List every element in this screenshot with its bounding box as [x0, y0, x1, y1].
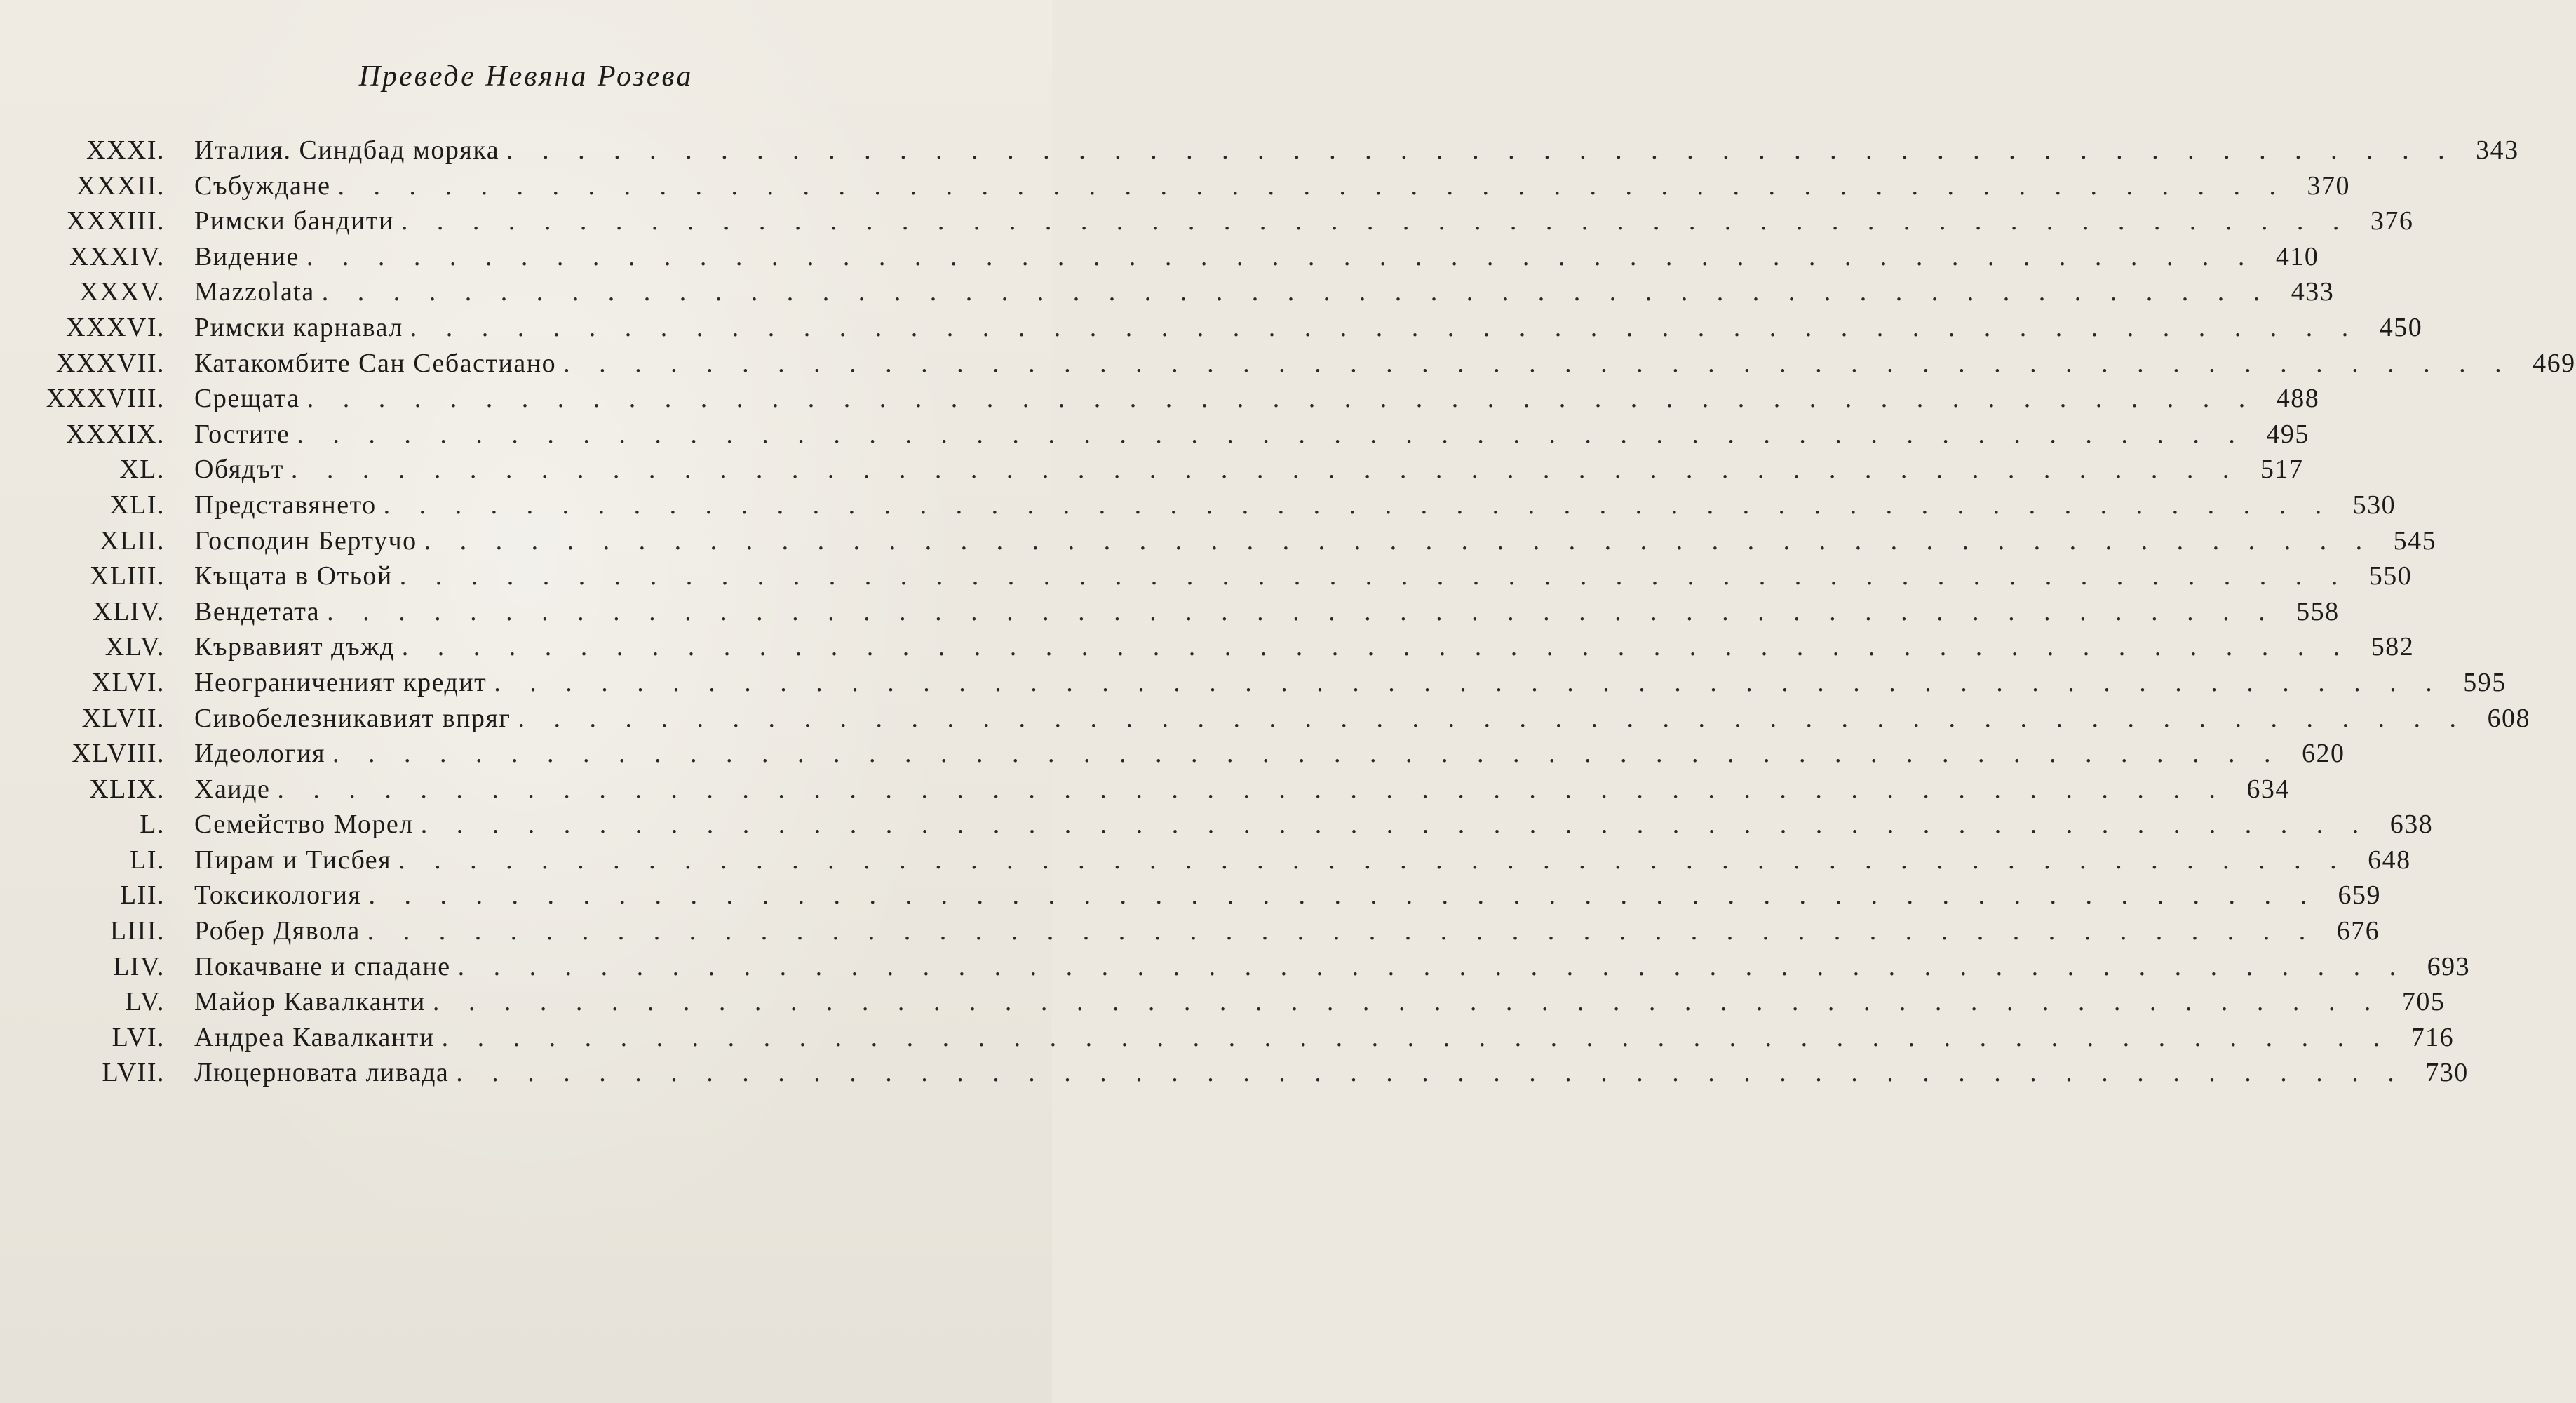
dot-leader: . . . . . . . . . . . . . . . . . . . . . . . . . . . . . . . . . . . . . . . . . . . . . . . . . . . . . . . — [457, 951, 2408, 981]
toc-entry — [42, 880, 2381, 915]
dot-leader: . . . . . . . . . . . . . . . . . . . . . . . . . . . . . . . . . . . . . . . . . . . . . . . . . . . . . . . — [506, 135, 2456, 165]
chapter-title: Италия. Синдбад моряка — [194, 135, 500, 165]
page-number: 495 — [2266, 419, 2309, 449]
page-number: 634 — [2246, 774, 2290, 804]
chapter-title: Видение — [194, 241, 299, 271]
page-number: 550 — [2368, 561, 2413, 591]
toc-entry — [42, 1022, 2455, 1058]
dot-leader: . . . . . . . . . . . . . . . . . . . . . . . . . . . . . . . . . . . . . . . . . . . . . . . . . . . . . . . — [290, 455, 2241, 485]
page-number: 595 — [2463, 667, 2507, 697]
toc-entry — [42, 312, 2423, 348]
chapter-number: L. — [140, 810, 165, 840]
dot-leader: . . . . . . . . . . . . . . . . . . . . . . . . . . . . . . . . . . . . . . . . . . . . . . . . . . . . . . . — [367, 916, 2317, 946]
page-number: 730 — [2425, 1058, 2469, 1088]
toc-entry — [42, 703, 2530, 739]
chapter-number: XLIII. — [89, 561, 165, 591]
chapter-title: Обядът — [194, 455, 284, 485]
dot-leader: . . . . . . . . . . . . . . . . . . . . . . . . . . . . . . . . . . . . . . . . . . . . . . . . . . . . . . . — [401, 632, 2352, 662]
chapter-title: Сивобелезникавият впряг — [194, 703, 511, 733]
toc-entry — [42, 596, 2340, 632]
dot-leader: . . . . . . . . . . . . . . . . . . . . . . . . . . . . . . . . . . . . . . . . . . . . . . . . . . . . . . . — [456, 1058, 2406, 1088]
chapter-number: XLV. — [104, 632, 165, 662]
chapter-title: Вендетата — [194, 596, 321, 626]
dot-leader: . . . . . . . . . . . . . . . . . . . . . . . . . . . . . . . . . . . . . . . . . . . . . . . . . . . . . . . — [383, 490, 2333, 520]
chapter-number: XXXI. — [86, 135, 165, 165]
chapter-title: Римски карнавал — [194, 312, 403, 342]
toc-entry — [42, 135, 2519, 170]
chapter-title: Mazzolata — [194, 277, 315, 307]
page-number: 716 — [2410, 1022, 2455, 1052]
page-number: 469 — [2533, 348, 2576, 378]
toc-entry — [42, 348, 2576, 384]
toc-entry — [42, 560, 2413, 596]
chapter-number: XXXV. — [79, 277, 165, 307]
chapter-number: LI. — [130, 845, 165, 875]
page-number: 410 — [2275, 241, 2319, 271]
chapter-number: XLVIII. — [72, 739, 165, 769]
chapter-title: Робер Дявола — [194, 916, 360, 946]
chapter-title: Събуждане — [194, 170, 331, 201]
chapter-number: XLVI. — [91, 667, 165, 697]
toc-entry — [42, 419, 2309, 455]
page-number: 620 — [2302, 739, 2345, 769]
chapter-title: Люцерновата ливада — [194, 1058, 450, 1088]
page-number: 705 — [2401, 987, 2446, 1017]
chapter-title: Идеология — [194, 739, 326, 769]
dot-leader: . . . . . . . . . . . . . . . . . . . . . . . . . . . . . . . . . . . . . . . . . . . . . . . . . . . . . . . — [327, 596, 2277, 626]
dot-leader: . . . . . . . . . . . . . . . . . . . . . . . . . . . . . . . . . . . . . . . . . . . . . . . . . . . . . . . — [368, 880, 2318, 911]
dot-leader: . . . . . . . . . . . . . . . . . . . . . . . . . . . . . . . . . . . . . . . . . . . . . . . . . . . . . . . — [563, 348, 2513, 378]
page-number: 488 — [2276, 384, 2320, 414]
toc-entry — [42, 809, 2434, 845]
chapter-number: LVII. — [102, 1058, 165, 1088]
dot-leader: . . . . . . . . . . . . . . . . . . . . . . . . . . . . . . . . . . . . . . . . . . . . . . . . . . . . . . . — [432, 987, 2382, 1017]
dot-leader: . . . . . . . . . . . . . . . . . . . . . . . . . . . . . . . . . . . . . . . . . . . . . . . . . . . . . . . — [321, 277, 2272, 307]
chapter-number: XLI. — [109, 490, 165, 520]
dot-leader: . . . . . . . . . . . . . . . . . . . . . . . . . . . . . . . . . . . . . . . . . . . . . . . . . . . . . . . — [424, 525, 2374, 556]
chapter-number: LIII. — [109, 916, 165, 946]
toc-entry — [42, 383, 2320, 419]
chapter-number: LV. — [125, 987, 165, 1017]
page-number: 558 — [2296, 596, 2340, 626]
chapter-number: XLVII. — [81, 703, 165, 733]
page-number: 582 — [2371, 632, 2415, 662]
chapter-number: XXXIV. — [69, 241, 165, 271]
translator-credit: Преведе Невяна Розева — [358, 60, 694, 93]
chapter-title: Кървавият дъжд — [194, 632, 395, 662]
chapter-number: XXXII. — [76, 170, 165, 201]
toc-entry — [42, 738, 2345, 774]
toc-entry — [42, 986, 2446, 1022]
chapter-number: XXXVII. — [55, 348, 165, 378]
toc-entry — [42, 525, 2437, 561]
dot-leader: . . . . . . . . . . . . . . . . . . . . . . . . . . . . . . . . . . . . . . . . . . . . . . . . . . . . . . . — [494, 667, 2443, 697]
chapter-number: XL. — [119, 455, 165, 485]
page-number: 343 — [2476, 135, 2519, 165]
dot-leader: . . . . . . . . . . . . . . . . . . . . . . . . . . . . . . . . . . . . . . . . . . . . . . . . . . . . . . . — [306, 384, 2257, 414]
chapter-number: LVI. — [112, 1022, 165, 1052]
page-number: 517 — [2260, 455, 2304, 485]
toc-entry — [42, 631, 2415, 667]
chapter-number: XXXIII. — [66, 206, 165, 236]
toc-entry — [42, 845, 2411, 880]
dot-leader: . . . . . . . . . . . . . . . . . . . . . . . . . . . . . . . . . . . . . . . . . . . . . . . . . . . . . . . — [420, 810, 2371, 840]
chapter-title: Къщата в Отьой — [194, 561, 393, 591]
dot-leader: . . . . . . . . . . . . . . . . . . . . . . . . . . . . . . . . . . . . . . . . . . . . . . . . . . . . . . . — [277, 774, 2227, 804]
page-number: 450 — [2379, 312, 2423, 342]
table-of-contents — [42, 135, 2576, 1093]
page-number: 676 — [2336, 916, 2380, 946]
page-number: 659 — [2338, 880, 2381, 911]
chapter-number: XLIV. — [93, 596, 165, 626]
dot-leader: . . . . . . . . . . . . . . . . . . . . . . . . . . . . . . . . . . . . . . . . . . . . . . . . . . . . . . . — [410, 312, 2360, 342]
dot-leader: . . . . . . . . . . . . . . . . . . . . . . . . . . . . . . . . . . . . . . . . . . . . . . . . . . . . . . . — [297, 419, 2246, 449]
chapter-title: Майор Кавалканти — [194, 987, 426, 1017]
page-number: 693 — [2427, 951, 2471, 981]
chapter-title: Представянето — [194, 490, 377, 520]
toc-entry — [42, 241, 2319, 277]
chapter-number: XLII. — [100, 525, 165, 556]
toc-entry — [42, 951, 2471, 987]
chapter-title: Покачване и спадане — [194, 951, 451, 981]
dot-leader: . . . . . . . . . . . . . . . . . . . . . . . . . . . . . . . . . . . . . . . . . . . . . . . . . . . . . . . — [399, 561, 2349, 591]
chapter-title: Гостите — [194, 419, 290, 449]
chapter-number: XLIX. — [89, 774, 165, 804]
chapter-title: Токсикология — [194, 880, 362, 911]
toc-entry — [42, 206, 2414, 241]
toc-entry — [42, 915, 2380, 951]
chapter-title: Хаиде — [194, 774, 271, 804]
page-number: 638 — [2389, 810, 2434, 840]
chapter-title: Семейство Морел — [194, 810, 414, 840]
chapter-title: Неограниченият кредит — [194, 667, 487, 697]
chapter-title: Пирам и Тисбея — [194, 845, 392, 875]
page-number: 376 — [2370, 206, 2414, 236]
dot-leader: . . . . . . . . . . . . . . . . . . . . . . . . . . . . . . . . . . . . . . . . . . . . . . . . . . . . . . . — [337, 170, 2288, 201]
page-number: 648 — [2368, 845, 2411, 875]
dot-leader: . . . . . . . . . . . . . . . . . . . . . . . . . . . . . . . . . . . . . . . . . . . . . . . . . . . . . . . — [518, 703, 2467, 733]
toc-entry — [42, 454, 2304, 490]
toc-entry — [42, 774, 2290, 810]
chapter-number: XXXVIII. — [46, 384, 165, 414]
page-number: 433 — [2291, 277, 2335, 307]
chapter-title: Господин Бертучо — [194, 525, 417, 556]
page-number: 608 — [2487, 703, 2530, 733]
chapter-number: XXXIX. — [66, 419, 165, 449]
chapter-title: Римски бандити — [194, 206, 394, 236]
page-number: 530 — [2352, 490, 2396, 520]
dot-leader: . . . . . . . . . . . . . . . . . . . . . . . . . . . . . . . . . . . . . . . . . . . . . . . . . . . . . . . — [398, 845, 2348, 875]
page-number: 545 — [2393, 525, 2437, 556]
toc-entry — [42, 1057, 2469, 1093]
toc-entry — [42, 667, 2507, 703]
toc-entry — [42, 170, 2351, 206]
chapter-number: LIV. — [113, 951, 165, 981]
chapter-number: XXXVI. — [66, 312, 165, 342]
chapter-number: LII. — [119, 880, 165, 911]
chapter-title: Андреа Кавалканти — [194, 1022, 435, 1052]
page-number: 370 — [2307, 170, 2351, 201]
dot-leader: . . . . . . . . . . . . . . . . . . . . . . . . . . . . . . . . . . . . . . . . . . . . . . . . . . . . . . . — [400, 206, 2351, 236]
dot-leader: . . . . . . . . . . . . . . . . . . . . . . . . . . . . . . . . . . . . . . . . . . . . . . . . . . . . . . . — [306, 241, 2256, 271]
chapter-title: Катакомбите Сан Себастиано — [194, 348, 557, 378]
toc-entry — [42, 490, 2396, 525]
dot-leader: . . . . . . . . . . . . . . . . . . . . . . . . . . . . . . . . . . . . . . . . . . . . . . . . . . . . . . . — [332, 739, 2282, 769]
chapter-title: Срещата — [194, 384, 300, 414]
toc-entry — [42, 276, 2335, 312]
dot-leader: . . . . . . . . . . . . . . . . . . . . . . . . . . . . . . . . . . . . . . . . . . . . . . . . . . . . . . . — [441, 1022, 2392, 1052]
